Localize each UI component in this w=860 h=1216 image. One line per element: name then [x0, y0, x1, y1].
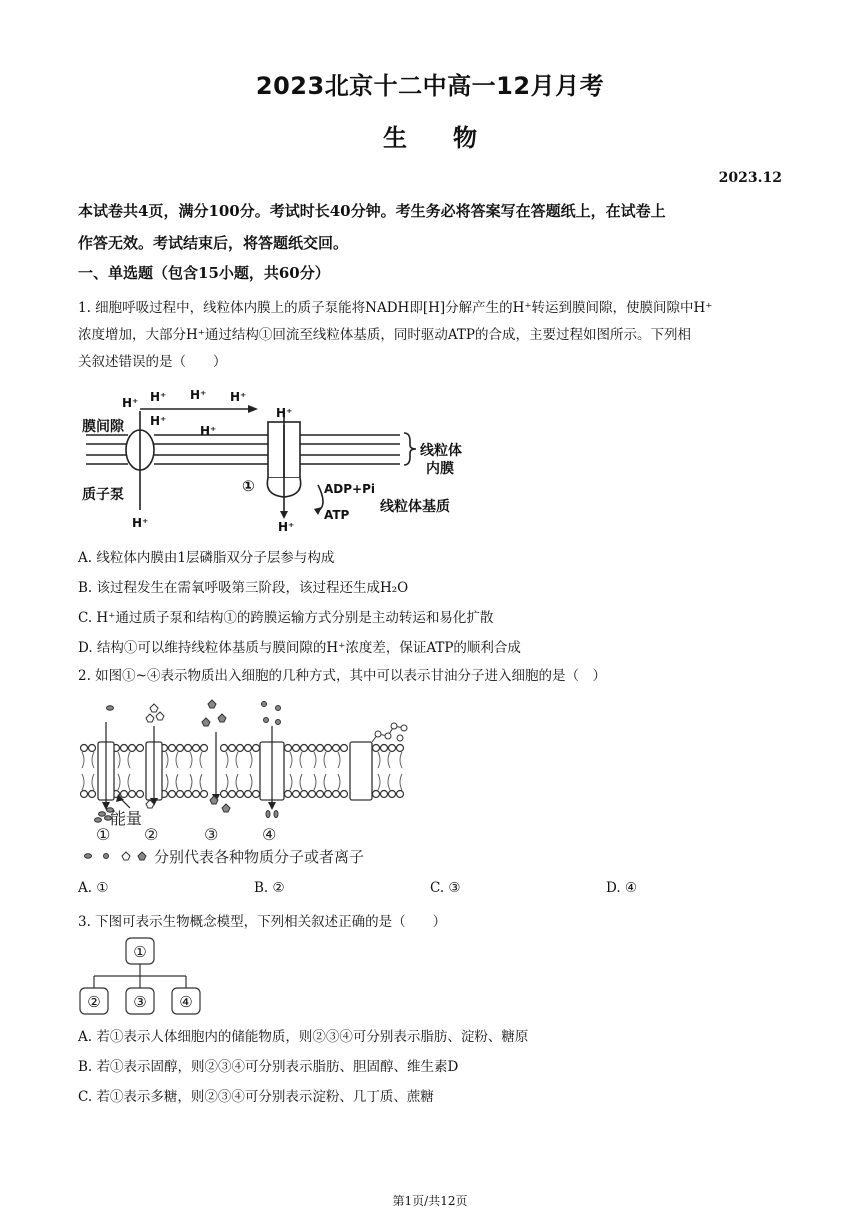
q1-fig-h-6: H⁺	[200, 424, 217, 438]
q1-option-c: C. H⁺通过质子泵和结构①的跨膜运输方式分别是主动转运和易化扩散	[78, 610, 494, 626]
q1-fig-membrane-label-1: 线粒体	[420, 443, 462, 459]
q1-option-a: A. 线粒体内膜由1层磷脂双分子层参与构成	[78, 550, 335, 566]
q1-fig-matrix-label: 线粒体基质	[380, 499, 450, 515]
q1-fig-h-4: H⁺	[230, 390, 247, 404]
question-1-stem	[78, 295, 784, 376]
q2-option-d: D. ④	[606, 880, 638, 896]
question-3-stem: 3. 下图可表示生物概念模型，下列相关叙述正确的是（ ）	[78, 914, 447, 930]
q1-fig-h-3: H⁺	[190, 388, 207, 402]
q2-option-c: C. ③	[430, 880, 461, 896]
q1-fig-h-7: H⁺	[276, 406, 293, 420]
q1-option-d: D. 结构①可以维持线粒体基质与膜间隙的H⁺浓度差，保证ATP的顺利合成	[78, 640, 521, 656]
subject-title: 生物	[383, 124, 523, 152]
q2-fig-label-3: ③	[204, 825, 219, 844]
exam-date: 2023.12	[718, 170, 782, 186]
q2-membrane-transport-figure	[78, 696, 418, 868]
q3-concept-model-figure	[76, 934, 206, 1018]
q1-fig-h-5: H⁺	[150, 414, 167, 428]
q1-line-2: 浓度增加，大部分H⁺通过结构①回流至线粒体基质，同时驱动ATP的合成，主要过程如图所示。下列相	[78, 327, 691, 343]
q1-fig-structure-1-label: ①	[242, 477, 255, 495]
q1-fig-membrane-label-2: 内膜	[426, 461, 454, 477]
question-2-stem: 2. 如图①~④表示物质出入细胞的几种方式，其中可以表示甘油分子进入细胞的是（ ）	[78, 668, 606, 684]
q2-fig-label-2: ②	[144, 825, 159, 844]
q2-fig-label-1: ①	[96, 825, 111, 844]
q3-fig-node-4: ④	[179, 993, 193, 1011]
q1-line-1: 1. 细胞呼吸过程中，线粒体内膜上的质子泵能将NADH即[H]分解产生的H⁺转运到膜间隙，使膜间隙中H⁺	[78, 300, 713, 316]
exam-title: 2023北京十二中高一12月月考	[255, 72, 605, 100]
instructions-line-2: 作答无效。考试结束后，将答题纸交回。	[78, 234, 349, 252]
q1-fig-adp-label: ADP+Pi	[324, 482, 376, 496]
section-heading: 一、单选题（包含15小题，共60分）	[78, 264, 330, 282]
q1-line-3: 关叙述错误的是（ ）	[78, 354, 227, 370]
q3-fig-node-2: ②	[87, 993, 101, 1011]
q2-fig-label-4: ④	[262, 825, 277, 844]
exam-instructions	[78, 195, 782, 259]
q3-fig-node-3: ③	[133, 993, 147, 1011]
instructions-line-1: 本试卷共4页，满分100分。考试时长40分钟。考生务必将答案写在答题纸上，在试卷上	[78, 202, 666, 220]
q1-fig-pump-label: 质子泵	[82, 487, 124, 503]
q3-option-b: B. 若①表示固醇，则②③④可分别表示脂肪、胆固醇、维生素D	[78, 1059, 459, 1075]
q3-option-c: C. 若①表示多糖，则②③④可分别表示淀粉、几丁质、蔗糖	[78, 1089, 434, 1105]
q1-fig-atp-label: ATP	[324, 508, 350, 522]
q1-fig-h-1: H⁺	[122, 396, 139, 410]
q1-fig-h-9: H⁺	[278, 520, 295, 534]
q1-fig-intermembrane-label: 膜间隙	[82, 419, 124, 435]
q3-option-a: A. 若①表示人体细胞内的储能物质，则②③④可分别表示脂肪、淀粉、糖原	[78, 1029, 529, 1045]
q1-fig-h-8: H⁺	[132, 516, 149, 530]
q3-fig-node-top: ①	[133, 943, 147, 961]
q2-fig-energy-label: 能量	[110, 809, 143, 828]
q1-fig-h-2: H⁺	[150, 390, 167, 404]
q2-option-a: A. ①	[78, 880, 109, 896]
q1-option-b: B. 该过程发生在需氧呼吸第三阶段，该过程还生成H₂O	[78, 580, 409, 596]
q1-mitochondria-figure	[78, 385, 478, 535]
page-footer: 第1页/共12页	[392, 1194, 468, 1208]
q2-fig-legend-text: 分别代表各种物质分子或者离子	[154, 848, 365, 866]
q2-option-b: B. ②	[254, 880, 285, 896]
